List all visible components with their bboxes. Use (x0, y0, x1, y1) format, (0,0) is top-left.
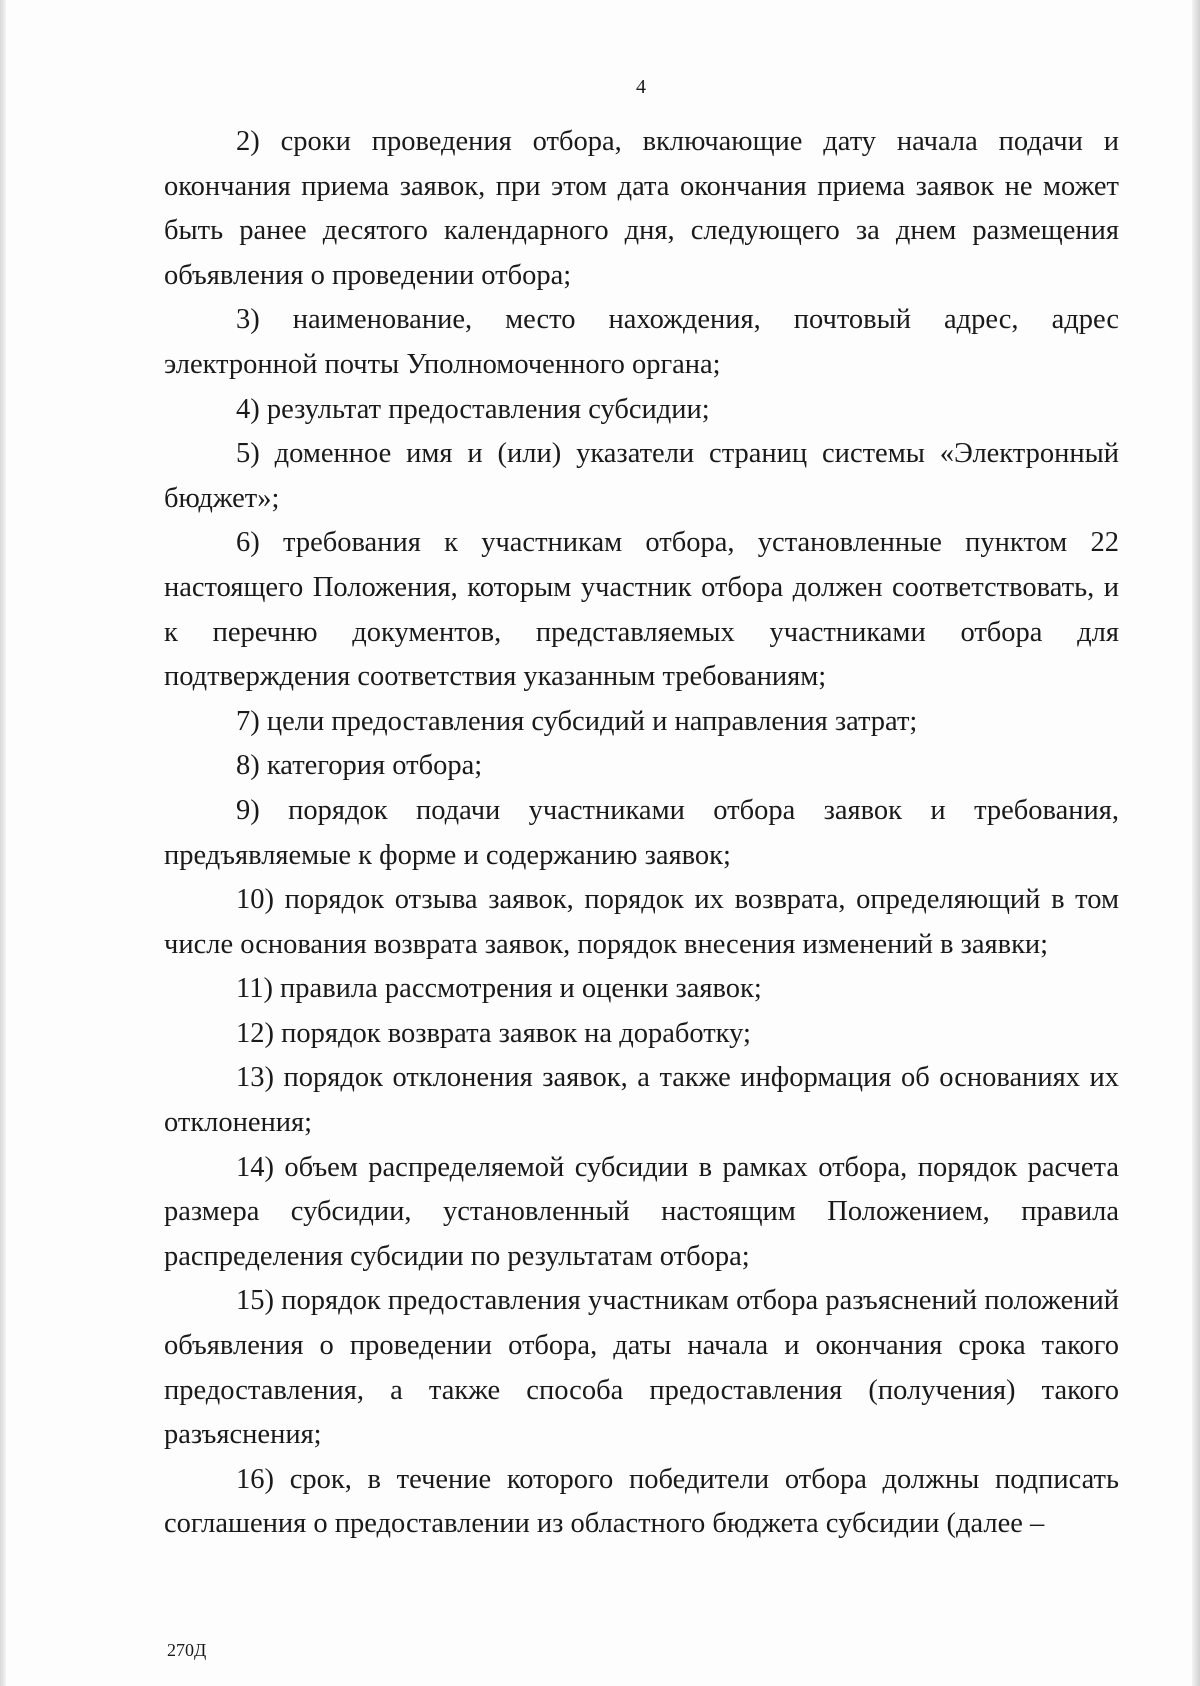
document-body (164, 120, 1119, 1547)
list-item-15: 15) порядок предоставления участникам отбора разъяснений положений объявления о проведении отбора, даты начала и окончания срока такого предоставления, а также способа предоставления (получения) такого разъяснения; (164, 1285, 1119, 1451)
page-number: 4 (636, 76, 646, 98)
list-item-6: 6) требования к участникам отбора, установленные пунктом 22 настоящего Положения, которым участник отбора должен соответствовать, и к перечню документов, представляемых участниками отбора для подтверждения соответствия указанным требованиям; (164, 527, 1119, 693)
list-item-16: 16) срок, в течение которого победители отбора должны подписать соглашения о предоставлении из областного бюджета субсидии (далее – (164, 1463, 1119, 1540)
list-item-8: 8) категория отбора; (236, 750, 483, 782)
list-item-12: 12) порядок возврата заявок на доработку; (236, 1017, 751, 1049)
list-item-5: 5) доменное имя и (или) указатели страниц системы «Электронный бюджет»; (164, 438, 1119, 514)
scan-edge-left (0, 0, 6, 1686)
list-item-13: 13) порядок отклонения заявок, а также информация об основаниях их отклонения; (164, 1062, 1119, 1139)
document-code: 270Д (167, 1640, 207, 1660)
list-item-9: 9) порядок подачи участниками отбора заявок и требования, предъявляемые к форме и содержанию заявок; (164, 794, 1119, 871)
list-item-14: 14) объем распределяемой субсидии в рамках отбора, порядок расчета размера субсидии, установленный настоящим Положением, правила распределения субсидии по результатам отбора; (164, 1151, 1119, 1272)
list-item-3: 3) наименование, место нахождения, почтовый адрес, адрес электронной почты Уполномоченного органа; (164, 304, 1119, 380)
list-item-10: 10) порядок отзыва заявок, порядок их возврата, определяющий в том числе основания возврата заявок, порядок внесения изменений в заявки; (164, 884, 1119, 960)
list-item-11: 11) правила рассмотрения и оценки заявок; (236, 973, 762, 1005)
scan-edge-right (1192, 0, 1200, 1686)
list-item-4: 4) результат предоставления субсидии; (236, 393, 710, 425)
list-item-2: 2) сроки проведения отбора, включающие дату начала подачи и окончания приема заявок, при этом дата окончания приема заявок не может быть ранее десятого календарного дня, следующего за днем размещения объявления о проведении отбора; (164, 126, 1119, 291)
list-item-7: 7) цели предоставления субсидий и направления затрат; (236, 705, 918, 737)
